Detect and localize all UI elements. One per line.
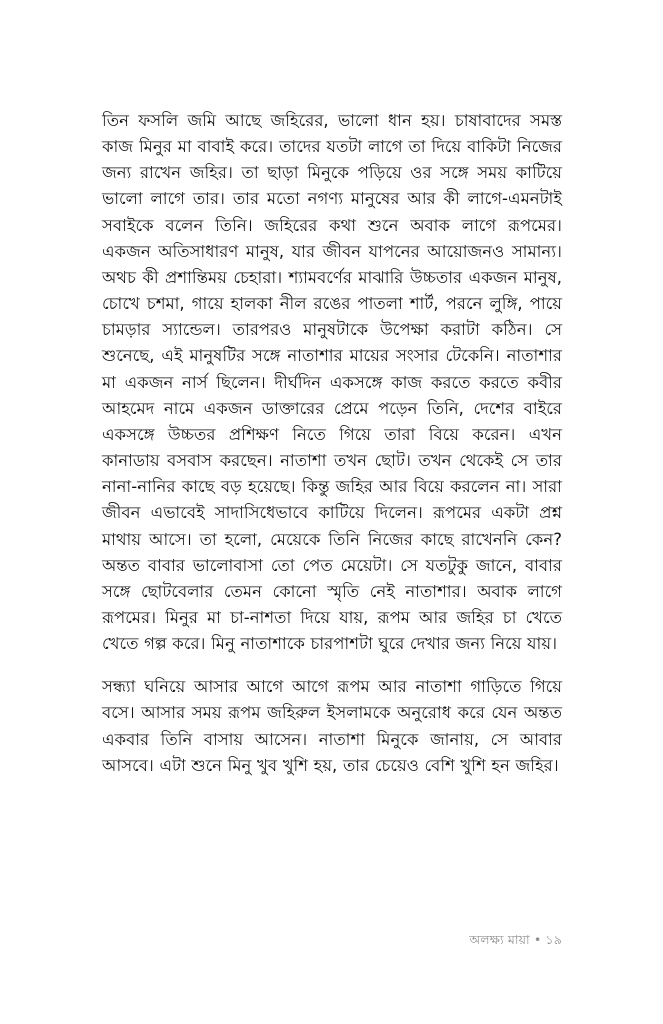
page-number: ১৯ bbox=[545, 932, 562, 947]
paragraph-2: সন্ধ্যা ঘনিয়ে আসার আগে আগে রূপম আর নাতাশা গাড়িতে গিয়ে বসে। আসার সময় রূপম জহিরুল ইসলামকে অনুরোধ করে যেন অন্তত একবার তিনি বাসায় আসেন। নাতাশা মিনুকে জানায়, সে আবার আসবে। এটা শুনে মিনু খুব খুশি হয়, তার চেয়েও বেশি খুশি হন জহির। bbox=[102, 677, 562, 775]
page-footer bbox=[102, 932, 562, 948]
footer-book-title: অলক্ষ্য মায়া bbox=[469, 932, 530, 947]
footer-separator-dot-icon: • bbox=[533, 932, 542, 947]
body-text-column bbox=[102, 108, 562, 779]
paragraph-1: তিন ফসলি জমি আছে জহিরের, ভালো ধান হয়। চাষাবাদের সমস্ত কাজ মিনুর মা বাবাই করে। তাদের যতটা লাগে তা দিয়ে বাকিটা নিজের জন্য রাখেন জহির। তা ছাড়া মিনুকে পড়িয়ে ওর সঙ্গে সময় কাটিয়ে ভালো লাগে তার। তার মতো নগণ্য মানুষের আর কী লাগে-এমনটাই সবাইকে বলেন তিনি। জহিরের কথা শুনে অবাক লাগে রূপমের। একজন অতিসাধারণ মানুষ, যার জীবন যাপনের আয়োজনও সামান্য। অথচ কী প্রশান্তিময় চেহারা। শ্যামবর্ণের মাঝারি উচ্চতার একজন মানুষ, চোখে চশমা, গায়ে হালকা নীল রঙের পাতলা শার্ট, পরনে লুঙ্গি, পায়ে চামড়ার স্যান্ডেল। তারপরও মানুষটাকে উপেক্ষা করাটা কঠিন। সে শুনেছে, এই মানুষটির সঙ্গে নাতাশার মায়ের সংসার টেকেনি। নাতাশার মা একজন নার্স ছিলেন। দীর্ঘদিন একসঙ্গে কাজ করতে করতে কবীর আহমেদ নামে একজন ডাক্তারের প্রেমে পড়েন তিনি, দেশের বাইরে একসঙ্গে উচ্চতর প্রশিক্ষণ নিতে গিয়ে তারা বিয়ে করেন। এখন কানাডায় বসবাস করছেন। নাতাশা তখন ছোট। তখন থেকেই সে তার নানা-নানির কাছে বড় হয়েছে। কিন্তু জহির আর বিয়ে করলেন না। সারা জীবন এভাবেই সাদাসিধেভাবে কাটিয়ে দিলেন। রূপমের একটা প্রশ্ন মাথায় আসে। তা হলো, মেয়েকে তিনি নিজের কাছে রাখেননি কেন? অন্তত বাবার ভালোবাসা তো পেত মেয়েটা। সে যতটুকু জানে, বাবার সঙ্গে ছোটবেলার তেমন কোনো স্মৃতি নেই নাতাশার। অবাক লাগে রূপমের। মিনুর মা চা-নাশতা দিয়ে যায়, রূপম আর জহির চা খেতে খেতে গল্প করে। মিনু নাতাশাকে চারপাশটা ঘুরে দেখার জন্য নিয়ে যায়। bbox=[102, 111, 562, 654]
